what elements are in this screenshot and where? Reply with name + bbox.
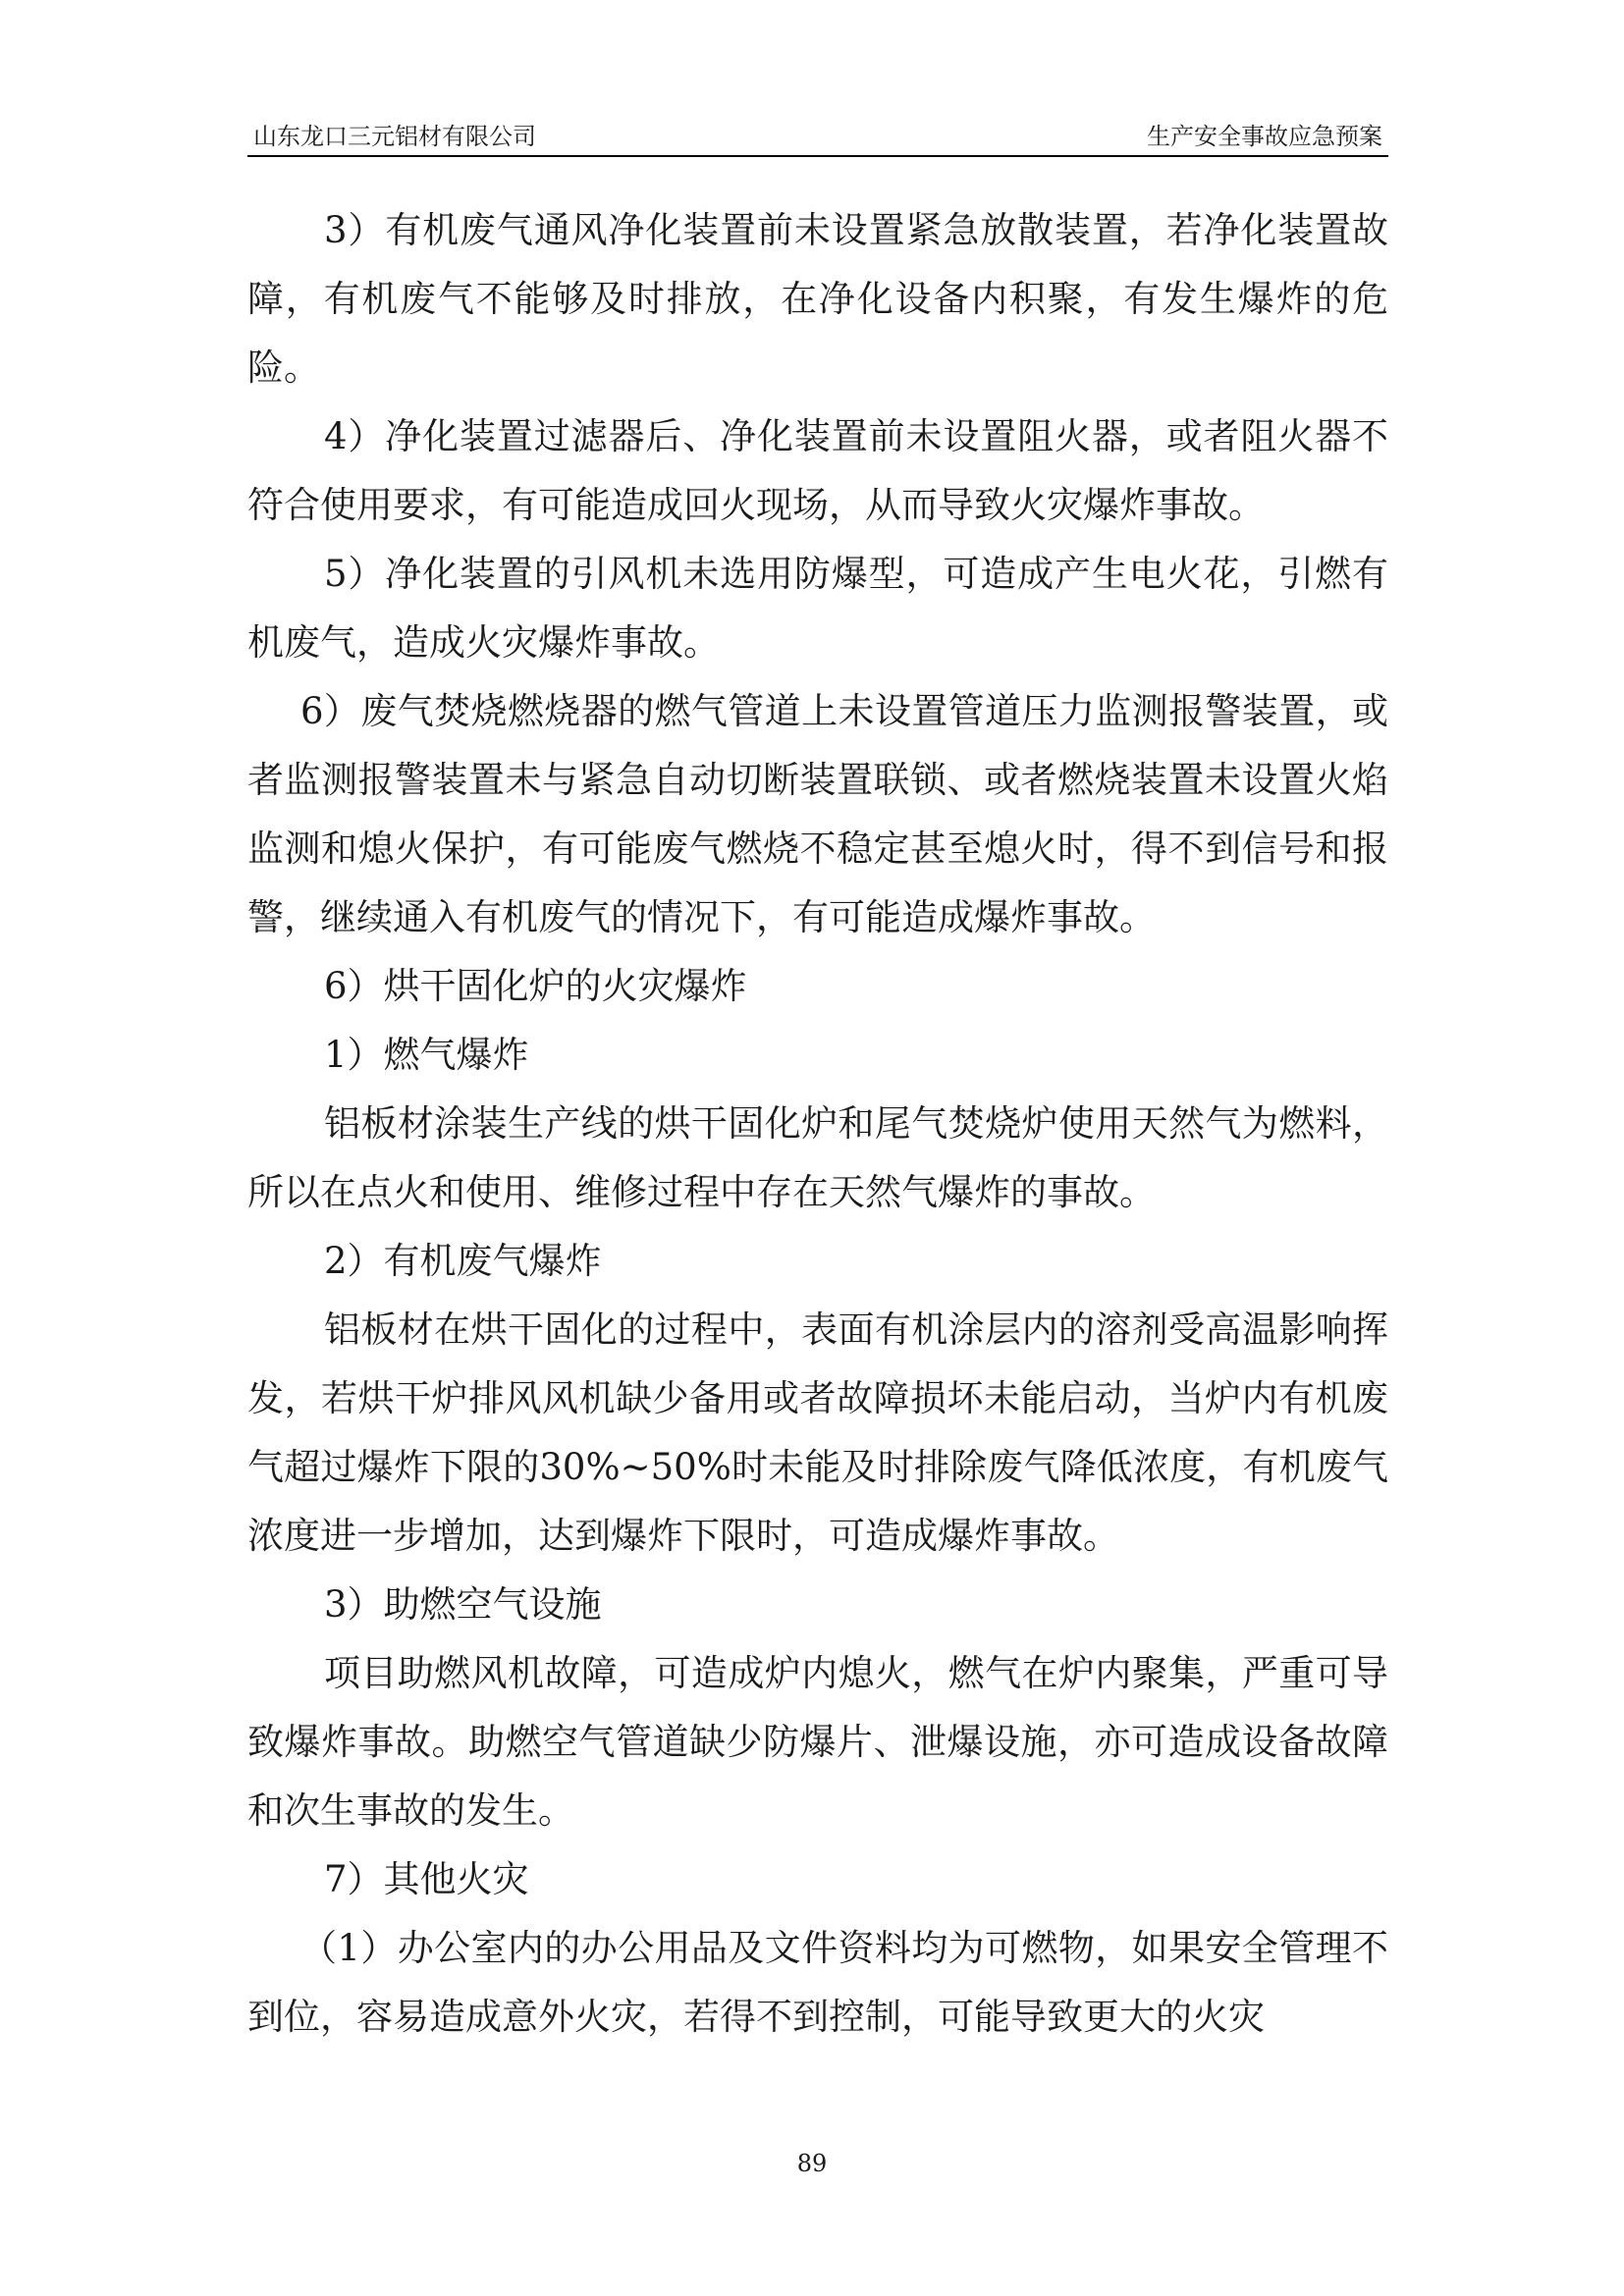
page-body bbox=[247, 196, 1388, 2052]
paragraph-item-4: 4）净化装置过滤器后、净化装置前未设置阻火器，或者阻火器不符合使用要求，有可能造成回火现场，从而导致火灾爆炸事故。 bbox=[247, 415, 1388, 526]
paragraph-gas-explosion: 铝板材涂装生产线的烘干固化炉和尾气焚烧炉使用天然气为燃料，所以在点火和使用、维修过程中存在天然气爆炸的事故。 bbox=[247, 1102, 1388, 1213]
subheading-gas-explosion: 1）燃气爆炸 bbox=[324, 1034, 529, 1076]
page-number: 89 bbox=[796, 2150, 828, 2177]
subheading-organic-exhaust-explosion: 2）有机废气爆炸 bbox=[324, 1240, 602, 1282]
page-header bbox=[247, 116, 1388, 157]
paragraph-organic-exhaust-explosion: 铝板材在烘干固化的过程中，表面有机涂层内的溶剂受高温影响挥发，若烘干炉排风风机缺少备用或者故障损坏未能启动，当炉内有机废气超过爆炸下限的30%~50%时未能及时排除废气降低浓度，有机废气浓度进一步增加，达到爆炸下限时，可造成爆炸事故。 bbox=[247, 1308, 1388, 1557]
paragraph-item-6: 6）废气焚烧燃烧器的燃气管道上未设置管道压力监测报警装置，或者监测报警装置未与紧急自动切断装置联锁、或者燃烧装置未设置火焰监测和熄火保护，有可能废气燃烧不稳定甚至熄火时，得不到信号和报警，继续通入有机废气的情况下，有可能造成爆炸事故。 bbox=[247, 690, 1388, 938]
paragraph-office-fire: （1）办公室内的办公用品及文件资料均为可燃物，如果安全管理不到位，容易造成意外火灾，若得不到控制，可能导致更大的火灾 bbox=[247, 1927, 1388, 2038]
paragraph-item-5: 5）净化装置的引风机未选用防爆型，可造成产生电火花，引燃有机废气，造成火灾爆炸事故。 bbox=[247, 553, 1388, 664]
header-company: 山东龙口三元铝材有限公司 bbox=[253, 123, 536, 150]
paragraph-item-3: 3）有机废气通风净化装置前未设置紧急放散装置，若净化装置故障，有机废气不能够及时排放，在净化设备内积聚，有发生爆炸的危险。 bbox=[247, 209, 1388, 389]
section-heading-other-fires: 7）其他火灾 bbox=[324, 1858, 529, 1900]
section-heading-drying-oven: 6）烘干固化炉的火灾爆炸 bbox=[324, 965, 747, 1007]
paragraph-combustion-air: 项目助燃风机故障，可造成炉内熄火，燃气在炉内聚集，严重可导致爆炸事故。助燃空气管道缺少防爆片、泄爆设施，亦可造成设备故障和次生事故的发生。 bbox=[247, 1652, 1388, 1832]
header-doc-title: 生产安全事故应急预案 bbox=[1147, 123, 1382, 150]
subheading-combustion-air: 3）助燃空气设施 bbox=[324, 1583, 602, 1626]
